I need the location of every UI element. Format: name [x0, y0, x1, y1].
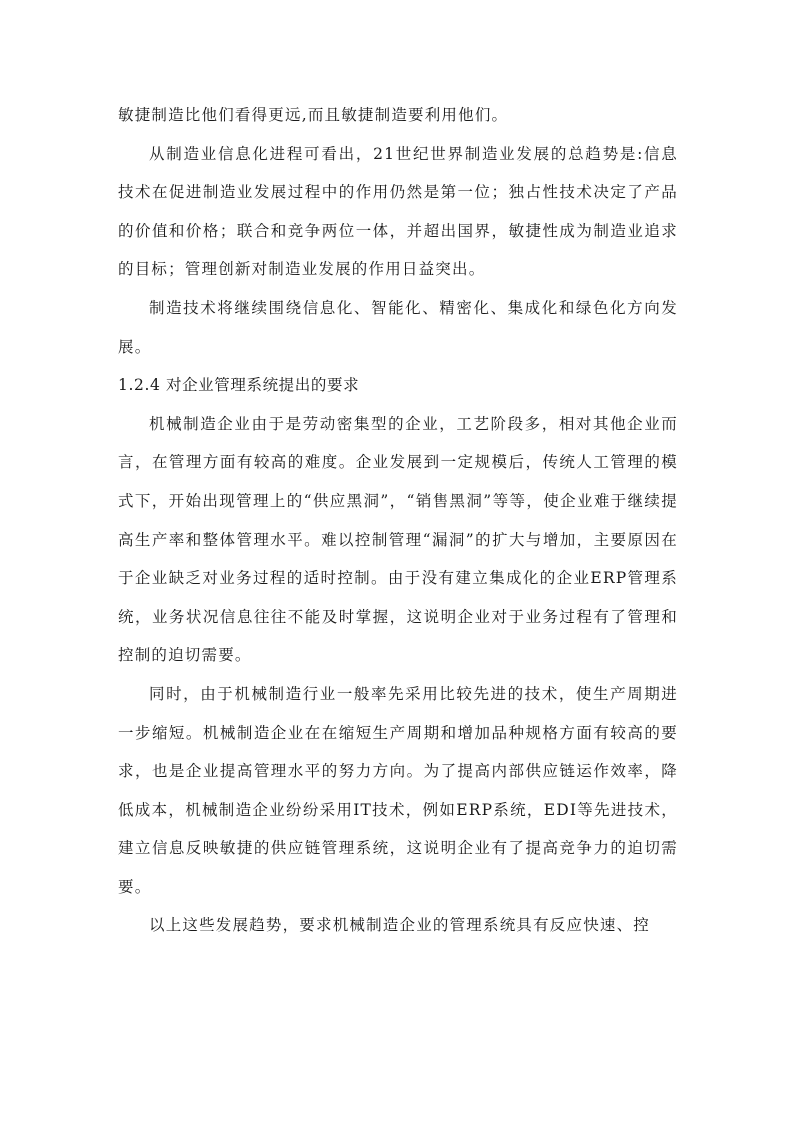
document-body [118, 96, 678, 945]
paragraph-continuation: 敏捷制造比他们看得更远,而且敏捷制造要利用他们。 [118, 106, 509, 124]
paragraph-manufacturing-trends: 从制造业信息化进程可看出，21世纪世界制造业发展的总趋势是:信息技术在促进制造业发展过程中的作用仍然是第一位；独占性技术决定了产品的价值和价格；联合和竞争两位一体，并超出国界，敏捷性成为制造业追求的目标；管理创新对制造业发展的作用日益突出。 [118, 144, 678, 279]
paragraph-requirements: 以上这些发展趋势，要求机械制造企业的管理系统具有反应快速、控 [149, 916, 651, 935]
section-heading: 1.2.4 对企业管理系统提出的要求 [118, 376, 360, 395]
paragraph-management-difficulty: 机械制造企业由于是劳动密集型的企业，工艺阶段多，相对其他企业而言，在管理方面有较高的难度。企业发展到一定规模后，传统人工管理的模式下，开始出现管理上的“供应黑洞”，“销售黑洞”等等，使企业难于继续提高生产率和整体管理水平。难以控制管理“漏洞”的扩大与增加，主要原因在于企业缺乏对业务过程的适时控制。由于没有建立集成化的企业ERP管理系统，业务状况信息往往不能及时掌握，这说明企业对于业务过程有了管理和控制的迫切需要。 [118, 414, 678, 665]
paragraph-technology-direction: 制造技术将继续围绕信息化、智能化、精密化、集成化和绿色化方向发展。 [118, 298, 678, 356]
paragraph-advanced-technology: 同时，由于机械制造行业一般率先采用比较先进的技术，使生产周期进一步缩短。机械制造企业在在缩短生产周期和增加品种规格方面有较高的要求，也是企业提高管理水平的努力方向。为了提高内部供应链运作效率，降低成本，机械制造企业纷纷采用IT技术，例如ERP系统，EDI等先进技术，建立信息反映敏捷的供应链管理系统，这说明企业有了提高竞争力的迫切需要。 [118, 684, 678, 896]
